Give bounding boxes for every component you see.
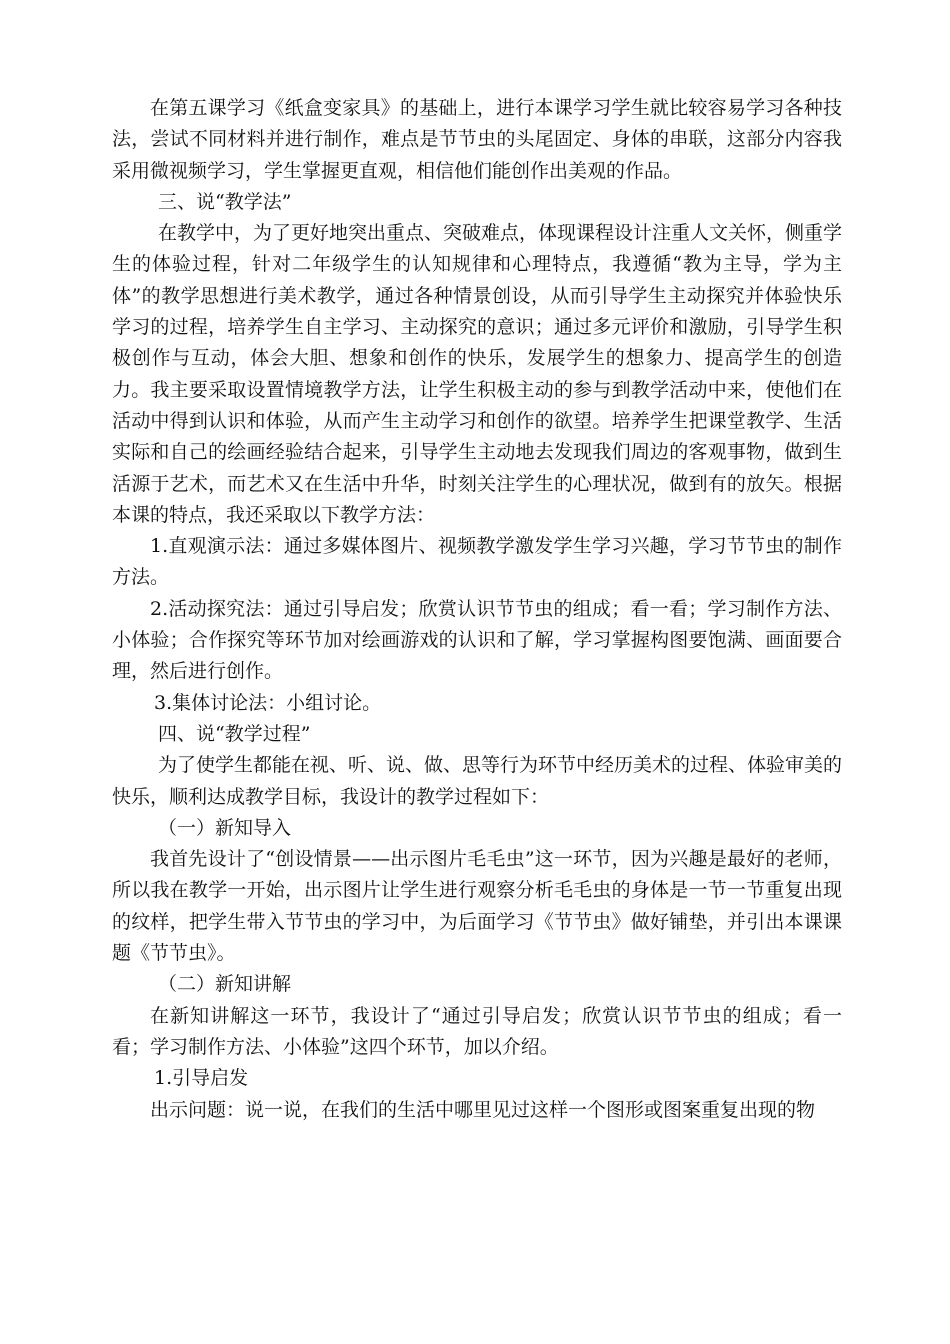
document-page	[112, 93, 842, 1126]
paragraph-new-knowledge-explain: 在新知讲解这一环节，我设计了“通过引导启发；欣赏认识节节虫的组成；看一看；学习制作方法、小体验”这四个环节，加以介绍。	[112, 1004, 842, 1058]
subheading-guide-inspire: 1.引导启发	[154, 1067, 249, 1090]
paragraph-teaching-method: 在教学中，为了更好地突出重点、突破难点，体现课程设计注重人文关怀，侧重学生的体验过程，针对二年级学生的认知规律和心理特点，我遵循“教为主导，学为主体”的教学思想进行美术教学，通过各种情景创设，从而引导学生主动探究并体验快乐学习的过程，培养学生自主学习、主动探究的意识；通过多元评价和激励，引导学生积极创作与互动，体会大胆、想象和创作的快乐，发展学生的想象力、提高学生的创造力。我主要采取设置情境教学方法，让学生积极主动的参与到教学活动中来，使他们在活动中得到认识和体验，从而产生主动学习和创作的欲望。培养学生把课堂教学、生活实际和自己的绘画经验结合起来，引导学生主动地去发现我们周边的客观事物，做到生活源于艺术，而艺术又在生活中升华，时刻关注学生的心理状况，做到有的放矢。根据本课的特点，我还采取以下教学方法：	[112, 222, 843, 526]
paragraph-new-knowledge-intro: 我首先设计了“创设情景——出示图片毛毛虫”这一环节，因为兴趣是最好的老师，所以我在教学一开始，出示图片让学生进行观察分析毛毛虫的身体是一节一节重复出现的纹样，把学生带入节节虫的学习中，为后面学习《节节虫》做好铺垫，并引出本课课题《节节虫》。	[112, 848, 842, 965]
subheading-new-knowledge-explain: （二）新知讲解	[158, 973, 292, 996]
paragraph-question: 出示问题：说一说，在我们的生活中哪里见过这样一个图形或图案重复出现的物	[150, 1098, 816, 1121]
paragraph-intro: 在第五课学习《纸盒变家具》的基础上，进行本课学习学生就比较容易学习各种技法，尝试不同材料并进行制作，难点是节节虫的头尾固定、身体的串联，这部分内容我采用微视频学习，学生掌握更直观，相信他们能创作出美观的作品。	[112, 97, 842, 182]
list-item-method-1: 1.直观演示法：通过多媒体图片、视频教学激发学生学习兴趣，学习节节虫的制作方法。	[112, 535, 842, 589]
heading-teaching-method: 三、说“教学法”	[158, 190, 292, 213]
paragraph-teaching-process: 为了使学生都能在视、听、说、做、思等行为环节中经历美术的过程、体验审美的快乐，顺利达成教学目标，我设计的教学过程如下：	[112, 754, 843, 808]
subheading-new-knowledge-intro: （一）新知导入	[158, 816, 292, 839]
list-item-method-3: 3.集体讨论法：小组讨论。	[154, 691, 382, 714]
list-item-method-2: 2.活动探究法：通过引导启发；欣赏认识节节虫的组成；看一看；学习制作方法、小体验；合作探究等环节加对绘画游戏的认识和了解，学习掌握构图要饱满、画面要合理，然后进行创作。	[112, 597, 842, 683]
heading-teaching-process: 四、说“教学过程”	[158, 722, 311, 745]
